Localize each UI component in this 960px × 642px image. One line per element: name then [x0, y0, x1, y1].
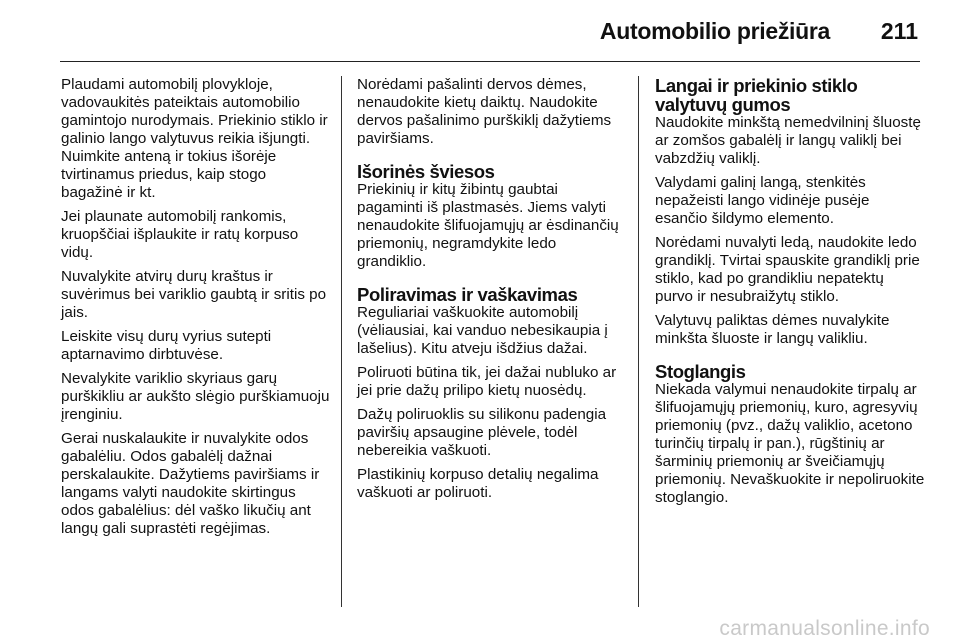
- page-title: Automobilio priežiūra: [599, 18, 830, 44]
- column-2: [357, 76, 627, 508]
- paragraph: Reguliariai vaškuokite automobilį (vėliausiai, kai vanduo nebesikaupia į lašelius). Kitu atveju išdžius dažai.: [357, 304, 608, 357]
- paragraph: Plaudami automobilį plovykloje, vadovaukitės pateiktais automobilio gamintojo nurodymais. Priekinio stiklo ir galinio lango valytuvus reikia išjungti. Nuimkite anteną ir tokius išorėje tvirtinamus priedus, kaip stogo bagažinė ir kt.: [61, 76, 328, 201]
- paragraph: Nuvalykite atvirų durų kraštus ir suvėrimus bei variklio gaubtą ir sritis po jais.: [61, 268, 327, 321]
- header-rule: [60, 61, 920, 62]
- paragraph: Poliruoti būtina tik, jei dažai nubluko ar jei prie dažų prilipo kietų nuosėdų.: [357, 364, 617, 399]
- paragraph: Norėdami pašalinti dervos dėmes, nenaudokite kietų daiktų. Naudokite dervos pašalinimo purškiklį dažytiems paviršiams.: [357, 76, 612, 147]
- paragraph: Plastikinių korpuso detalių negalima vaškuoti ar poliruoti.: [357, 466, 599, 501]
- paragraph: Gerai nuskalaukite ir nuvalykite odos gabalėliu. Odos gabalėlį dažnai perskalaukite. Dažytiems paviršiams ir langams valyti naudokite skirtingus odos gabalėlius: dėl vaško likučių ant langų gali suprastėti regėjimas.: [61, 430, 320, 537]
- section-heading: Stoglangis: [655, 361, 746, 382]
- paragraph: Leiskite visų durų vyrius sutepti aptarnavimo dirbtuvėse.: [61, 328, 272, 363]
- paragraph: Valytuvų paliktas dėmes nuvalykite minkšta šluoste ir langų valikliu.: [655, 312, 890, 347]
- paragraph: Naudokite minkštą nemedvilninį šluostę ar zomšos gabalėlį ir langų valiklį bei vabzdžių valiklį.: [655, 114, 921, 167]
- column-3: [655, 76, 925, 513]
- column-1: [61, 76, 331, 544]
- watermark: carmanualsonline.info: [719, 617, 930, 640]
- column-divider-2: [638, 76, 639, 607]
- paragraph: Priekinių ir kitų žibintų gaubtai pagaminti iš plastmasės. Jiems valyti nenaudokite šlifuojamųjų ar ėsdinančių priemonių, negramdykite ledo grandiklio.: [357, 181, 619, 270]
- section-heading: Poliravimas ir vaškavimas: [357, 284, 578, 305]
- paragraph: Nevalykite variklio skyriaus garų purškikliu ar aukšto slėgio purškiamuoju įrenginiu.: [61, 370, 330, 423]
- paragraph: Jei plaunate automobilį rankomis, kruopščiai išplaukite ir ratų korpuso vidų.: [61, 208, 299, 261]
- column-divider-1: [341, 76, 342, 607]
- paragraph: Niekada valymui nenaudokite tirpalų ar šlifuojamųjų priemonių, kuro, agresyvių priemonių (pvz., dažų valiklio, acetono turinčių tirpalų ir pan.), rūgštinių ar šarminių priemonių ar šveičiamųjų priemonių. Nevaškuokite ir nepoliruokite stoglangio.: [655, 381, 925, 506]
- section-heading: Langai ir priekinio stiklo valytuvų gumos: [655, 75, 858, 115]
- section-heading: Išorinės šviesos: [357, 161, 495, 182]
- paragraph: Norėdami nuvalyti ledą, naudokite ledo grandiklį. Tvirtai spauskite grandiklį prie stiklo, kad po grandikliu nepatektų purvo ir nesubraižytų stiklo.: [655, 234, 920, 305]
- page-number: 211: [880, 18, 918, 44]
- paragraph: Dažų poliruoklis su silikonu padengia paviršių apsaugine plėvele, todėl nebereikia vaškuoti.: [357, 406, 607, 459]
- paragraph: Valydami galinį langą, stenkitės nepažeisti lango vidinėje pusėje esančio šildymo elemento.: [655, 174, 870, 227]
